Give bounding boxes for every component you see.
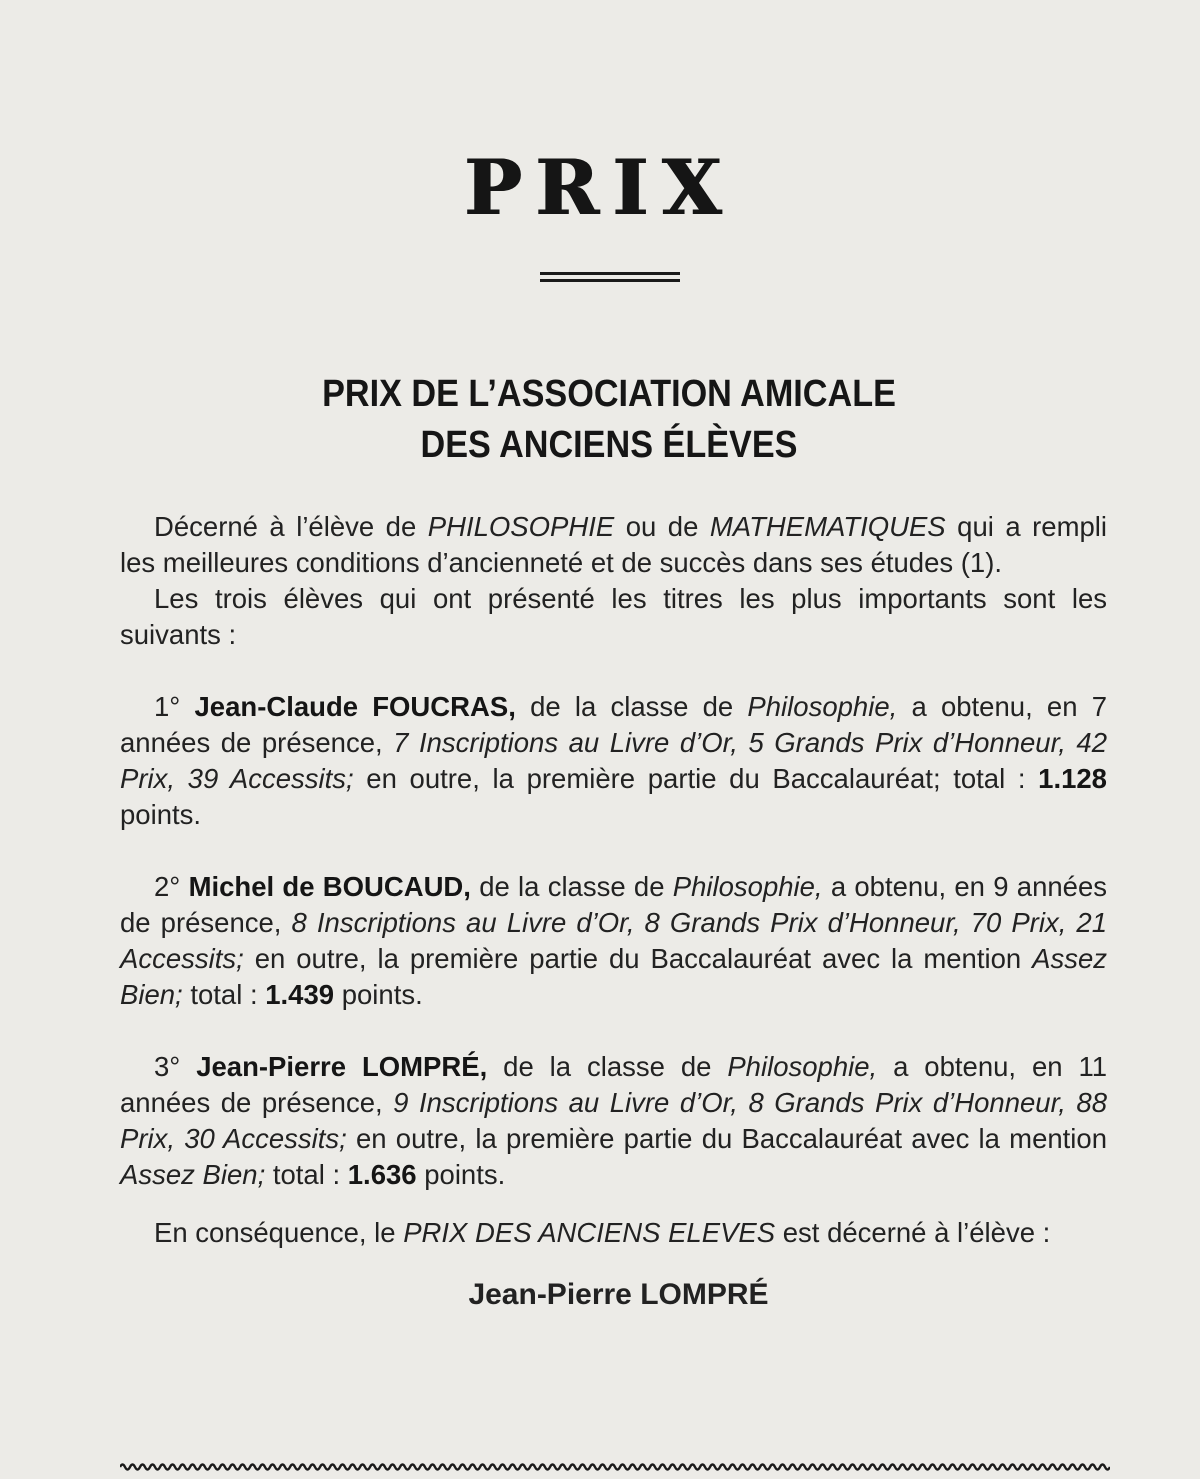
candidates-intro: Les trois élèves qui ont présenté les titres les plus importants sont les suivants : — [120, 583, 1107, 650]
candidate-text: total : — [182, 979, 266, 1010]
candidate-class: Philosophie, — [727, 1051, 878, 1082]
intro-text: qui a rempli les meilleures conditions d’ancienneté et de succès dans ses études (1). — [120, 511, 1107, 578]
candidate-rank: 3° — [154, 1051, 181, 1082]
candidate-text: a obtenu, en 9 années de présence, — [120, 871, 1108, 938]
candidate-name: Jean-Pierre LOMPRÉ, — [196, 1051, 488, 1082]
candidate-entry-1 — [120, 689, 1107, 833]
winner-name: Jean-Pierre LOMPRÉ — [468, 1278, 769, 1311]
candidate-class: Philosophie, — [747, 691, 898, 722]
candidate-name: Jean-Claude FOUCRAS, — [194, 691, 516, 722]
wavy-divider — [120, 1460, 1110, 1474]
title-rule-top — [540, 272, 680, 275]
section-title-line1: PRIX DE L’ASSOCIATION AMICALE — [322, 373, 896, 415]
intro-mathematiques: MATHEMATIQUES — [709, 511, 946, 542]
candidate-text: de la classe de — [470, 871, 673, 902]
candidate-mention: Assez Bien; — [120, 943, 1108, 1010]
conclusion-text: est décerné à l’élève : — [775, 1217, 1051, 1248]
conclusion-text: En conséquence, le — [154, 1217, 404, 1248]
candidate-class: Philosophie, — [672, 871, 823, 902]
candidate-entry-2 — [120, 869, 1107, 1013]
section-title-line2: DES ANCIENS ÉLÈVES — [420, 424, 798, 466]
intro-paragraph — [120, 509, 1107, 581]
candidate-text: de la classe de — [487, 1051, 728, 1082]
intro-text: Décerné à l’élève de — [154, 511, 428, 542]
candidate-awards: 8 Inscriptions au Livre d’Or, 8 Grands Prix d’Honneur, 70 Prix, 21 Accessits; — [120, 907, 1108, 974]
candidate-text: total : — [265, 1159, 348, 1190]
candidate-name: Michel de BOUCAUD, — [188, 871, 471, 902]
prize-name: PRIX DES ANCIENS ELEVES — [403, 1217, 776, 1248]
conclusion-paragraph — [120, 1215, 1107, 1251]
candidate-rank: 2° — [154, 871, 181, 902]
candidate-text: a obtenu, en 7 années de présence, — [120, 691, 1108, 758]
document-body — [120, 509, 1107, 1313]
candidate-points: 1.128 — [1038, 763, 1107, 794]
candidate-text: points. — [334, 979, 423, 1010]
candidate-awards: 7 Inscriptions au Livre d’Or, 5 Grands Prix d’Honneur, 42 Prix, 39 Accessits; — [120, 727, 1108, 794]
candidate-rank: 1° — [154, 691, 181, 722]
candidate-text: a obtenu, en 11 années de présence, — [120, 1051, 1108, 1118]
candidate-entry-3 — [120, 1049, 1107, 1193]
candidate-text: en outre, la première partie du Baccalauréat — [353, 763, 933, 794]
candidate-points: 1.636 — [347, 1159, 417, 1190]
candidate-text: en outre, la première partie du Baccalauréat — [243, 943, 812, 974]
candidate-text: points. — [416, 1159, 506, 1190]
candidate-awards: 9 Inscriptions au Livre d’Or, 8 Grands Prix d’Honneur, 88 Prix, 30 Accessits; — [120, 1087, 1108, 1154]
page-heading: PRIX — [464, 143, 736, 232]
title-rule-bottom — [540, 279, 680, 282]
candidate-text: ; total : — [932, 763, 1039, 794]
candidate-points: 1.439 — [265, 979, 335, 1010]
candidate-text: points. — [120, 799, 202, 830]
candidate-text: en outre, la première partie du Baccalauréat — [346, 1123, 903, 1154]
candidate-mention: Assez Bien; — [120, 1159, 266, 1190]
intro-text: ou de — [614, 511, 710, 542]
intro-philosophie: PHILOSOPHIE — [427, 511, 615, 542]
candidate-text: avec la mention — [811, 943, 1033, 974]
candidate-text: de la classe de — [515, 691, 748, 722]
candidate-text: avec la mention — [902, 1123, 1107, 1154]
